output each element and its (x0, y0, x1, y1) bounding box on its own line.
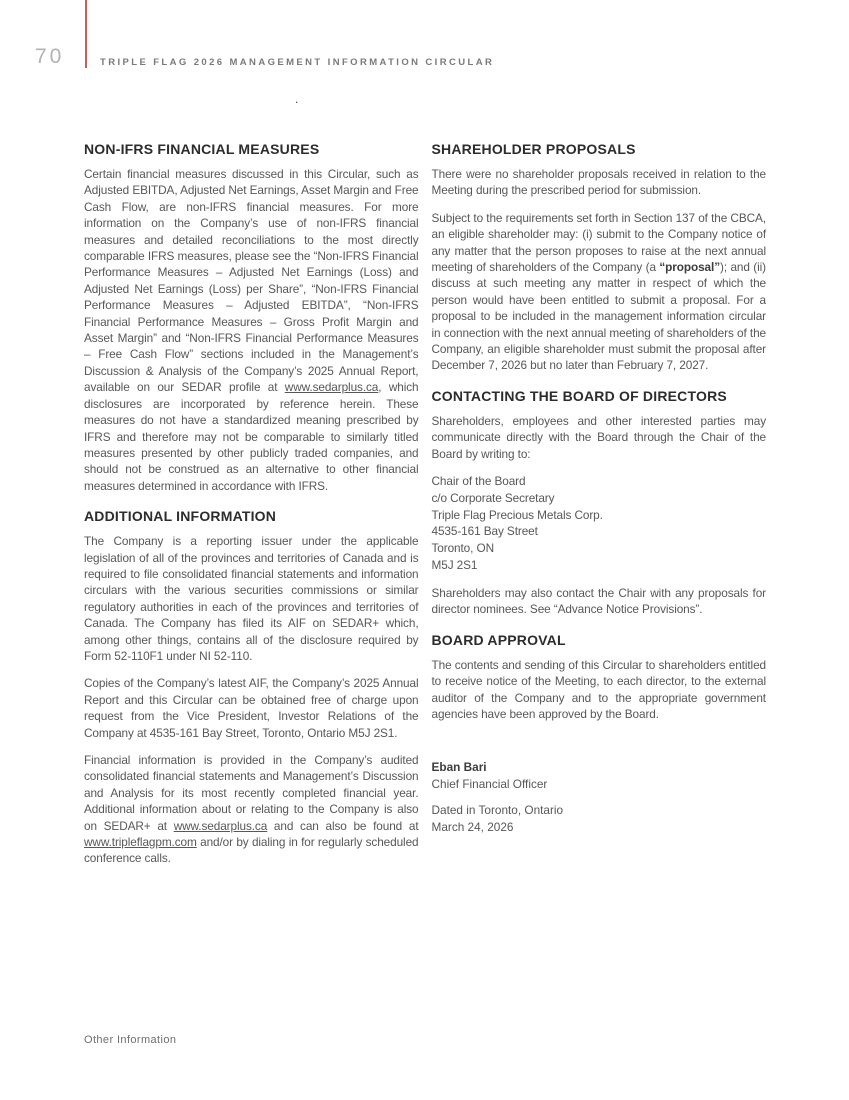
text-run: There were no shareholder proposals received in relation to the Meeting during the prescribed period for submission. (431, 167, 766, 198)
paragraph (432, 166, 767, 199)
section-board-approval (432, 632, 767, 836)
paragraph (432, 413, 767, 462)
right-column (432, 141, 767, 867)
address-line: c/o Corporate Secretary (431, 490, 555, 505)
text-run: Subject to the requirements set forth in Section 137 of the CBCA, an eligible shareholder may: (i) submit to the Company notice of any matter that the person proposes to raise at the next annual meeting of shareholders of the Company (a (431, 210, 766, 275)
address-line: Chair of the Board (431, 474, 526, 489)
section-heading: CONTACTING THE BOARD OF DIRECTORS (431, 387, 727, 404)
paragraph (84, 752, 419, 867)
section-heading: NON-IFRS FINANCIAL MEASURES (84, 141, 320, 157)
paragraph (84, 533, 419, 664)
paragraph (432, 657, 767, 723)
text-run: The contents and sending of this Circular to shareholders entitled to receive notice of the Meeting, to each director, to the external auditor of the Company and to the appropriate government agencies have been approved by the Board. (431, 657, 766, 721)
paragraph (432, 585, 767, 618)
address-line: 4535-161 Bay Street (431, 524, 538, 539)
text-run: Shareholders may also contact the Chair with any proposals for director nominees. See “Advance Notice Provisions”. (431, 585, 766, 617)
sedarplus-link[interactable]: www.sedarplus.ca (173, 818, 268, 833)
page-number: 70 (35, 45, 65, 68)
text-run: The Company is a reporting issuer under the applicable legislation of all of the provinces and territories of Canada and is required to file consolidated financial statements and information circulars with the various securities commissions or similar regulatory authorities in each of the provinces and territories of Canada. The Company has filed its AIF on SEDAR+ which, among other things, contains all of the disclosure required by Form 52-110F1 under NI 52-110. (84, 534, 419, 663)
text-run: and can also be found at (267, 818, 419, 833)
address-line: M5J 2S1 (431, 558, 478, 573)
paragraph (84, 166, 419, 494)
text-run: and/or by dialing in for regularly scheduled conference calls. (84, 835, 419, 866)
text-run: ); and (ii) discuss at such meeting any matter in respect of which the person would have been entitled to submit a proposal. For a proposal to be included in the management information circular in connection with the next annual meeting of shareholders of the Company, an eligible shareholder must submit the proposal after December 7, 2026 but no later than February 7, 2027. (431, 260, 766, 373)
left-column (84, 141, 419, 867)
section-non-ifrs-financial-measures (84, 141, 419, 494)
dateline-date: March 24, 2026 (431, 819, 514, 834)
text-run: , which disclosures are incorporated by reference herein. These measures do not have a standardized meaning prescribed by IFRS and therefore may not be comparable to similarly titled measures presented by other publicly traded companies, and should not be construed as an alternative to other financial measures determined in accordance with IFRS. (84, 380, 419, 493)
paragraph (432, 210, 767, 374)
paragraph (84, 675, 419, 741)
running-header-title: TRIPLE FLAG 2026 MANAGEMENT INFORMATION CIRCULAR (100, 57, 495, 68)
signatory-title: Chief Financial Officer (431, 777, 548, 792)
section-contacting-the-board (432, 388, 767, 618)
section-heading: BOARD APPROVAL (431, 631, 566, 648)
board-mailing-address (432, 473, 767, 574)
sedarplus-link[interactable]: www.sedarplus.ca (284, 380, 379, 395)
text-run: Copies of the Company’s latest AIF, the Company’s 2025 Annual Report and this Circular can be obtained free of charge upon request from the Vice President, Investor Relations of the Company at 4535-161 Bay Street, Toronto, Ontario M5J 2S1. (84, 676, 419, 740)
dateline (432, 802, 767, 836)
address-line: Toronto, ON (431, 541, 494, 556)
signatory-name: Eban Bari (431, 760, 487, 775)
signature-block (432, 759, 767, 835)
stray-period-mark: . (295, 92, 299, 106)
footer-section-label: Other Information (84, 1034, 177, 1046)
proposal-bold-term: “proposal” (659, 260, 720, 275)
text-run: Shareholders, employees and other interested parties may communicate directly with the Board through the Chair of the Board by writing to: (431, 413, 766, 461)
address-line: Triple Flag Precious Metals Corp. (431, 507, 603, 522)
two-column-content (84, 141, 766, 867)
text-run: Financial information is provided in the Company’s audited consolidated financial statements and Management’s Discussion and Analysis for its most recently completed financial year. Additional information about or relating to the Company is also on SEDAR+ at (84, 753, 419, 833)
section-shareholder-proposals (432, 141, 767, 374)
dateline-place: Dated in Toronto, Ontario (431, 802, 564, 817)
header-red-rule (85, 0, 87, 68)
text-run: Certain financial measures discussed in this Circular, such as Adjusted EBITDA, Adjusted Net Earnings, Asset Margin and Free Cash Flow, are non-IFRS financial measures. For more information on the Company’s use of non-IFRS financial measures and detailed reconciliations to the most directly comparable IFRS measures, please see the “Non-IFRS Financial Performance Measures – Adjusted Net Earnings (Loss) and Adjusted Net Earnings (Loss) per Share”, “Non-IFRS Financial Performance Measures – Adjusted EBITDA”, “Non-IFRS Financial Performance Measures – Gross Profit Margin and Asset Margin” and “Non-IFRS Financial Performance Measures – Free Cash Flow” sections included in the Management’s Discussion & Analysis of the Company’s 2025 Annual Report, available on our SEDAR profile at (84, 167, 419, 395)
tripleflagpm-link[interactable]: www.tripleflagpm.com (84, 835, 197, 850)
section-heading: ADDITIONAL INFORMATION (84, 508, 277, 525)
section-additional-information (84, 508, 419, 867)
section-heading: SHAREHOLDER PROPOSALS (431, 141, 636, 157)
